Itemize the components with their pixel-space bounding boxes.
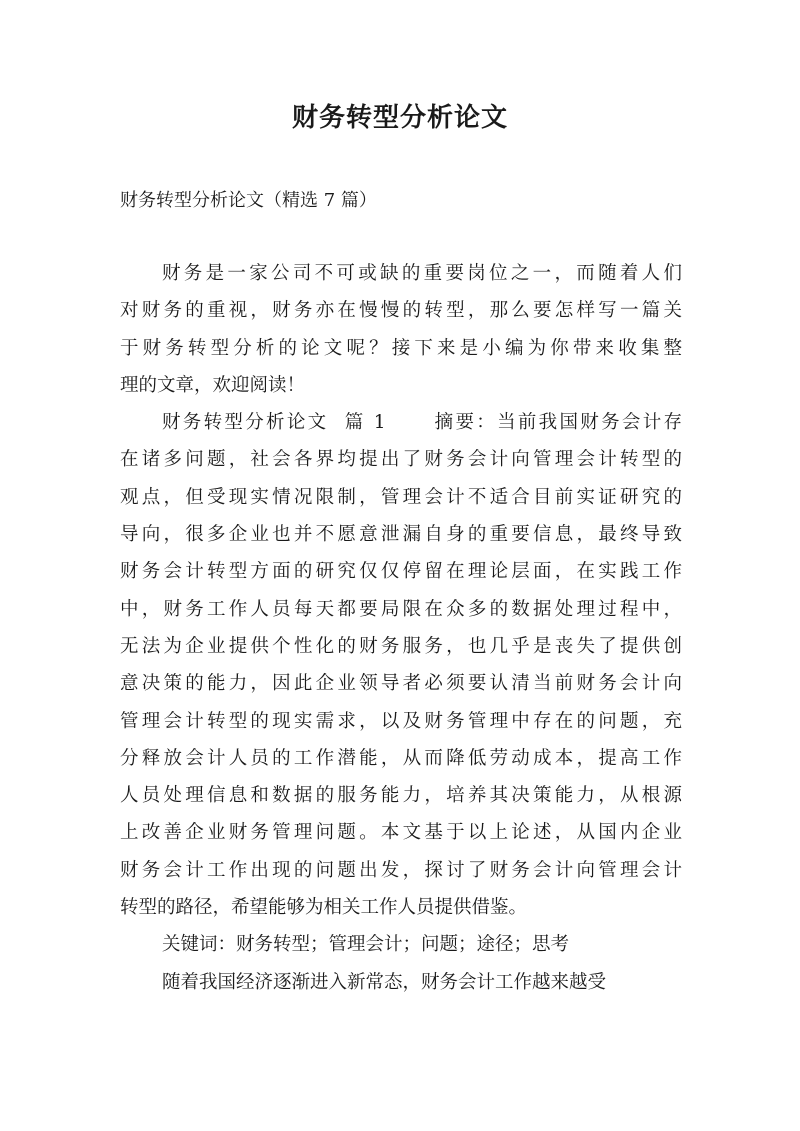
body-line: 于财务转型分析的论文呢？接下来是小编为你带来收集整 [120,337,682,359]
body-line: 上改善企业财务管理问题。本文基于以上论述，从国内企业 [120,822,682,844]
body-line: 分释放会计人员的工作潜能，从而降低劳动成本，提高工作 [120,747,682,769]
body-line: 管理会计转型的现实需求，以及财务管理中存在的问题，充 [120,710,682,732]
body-line: 导向，很多企业也并不愿意泄漏自身的重要信息，最终导致 [120,524,682,546]
document-body [120,255,682,1001]
body-line: 中，财务工作人员每天都要局限在众多的数据处理过程中， [120,598,682,620]
body-line: 财务会计转型方面的研究仅仅停留在理论层面，在实践工作 [120,561,682,583]
body-line: 理的文章，欢迎阅读！ [120,374,306,396]
document-title: 财务转型分析论文 [291,103,508,133]
body-line: 人员处理信息和数据的服务能力，培养其决策能力，从根源 [120,785,682,807]
keywords-line: 关键词：财务转型；管理会计；问题；途径；思考 [162,934,570,956]
body-line: 财务会计工作出现的问题出发，探讨了财务会计向管理会计 [120,859,682,881]
body-line: 随着我国经济逐渐进入新常态，财务会计工作越来越受 [162,971,607,993]
body-line: 转型的路径，希望能够为相关工作人员提供借鉴。 [120,897,528,919]
body-line: 对财务的重视，财务亦在慢慢的转型，那么要怎样写一篇关 [120,300,682,322]
body-line: 在诸多问题，社会各界均提出了财务会计向管理会计转型的 [120,449,682,471]
document-subtitle: 财务转型分析论文（精选 7 篇） [120,190,377,211]
body-line: 财务转型分析论文 篇 1 摘要：当前我国财务会计存 [162,412,682,434]
body-line: 无法为企业提供个性化的财务服务，也几乎是丧失了提供创 [120,635,682,657]
body-line: 财务是一家公司不可或缺的重要岗位之一，而随着人们 [162,263,682,284]
body-line: 意决策的能力，因此企业领导者必须要认清当前财务会计向 [120,673,682,695]
body-line: 观点，但受现实情况限制，管理会计不适合目前实证研究的 [120,486,682,508]
